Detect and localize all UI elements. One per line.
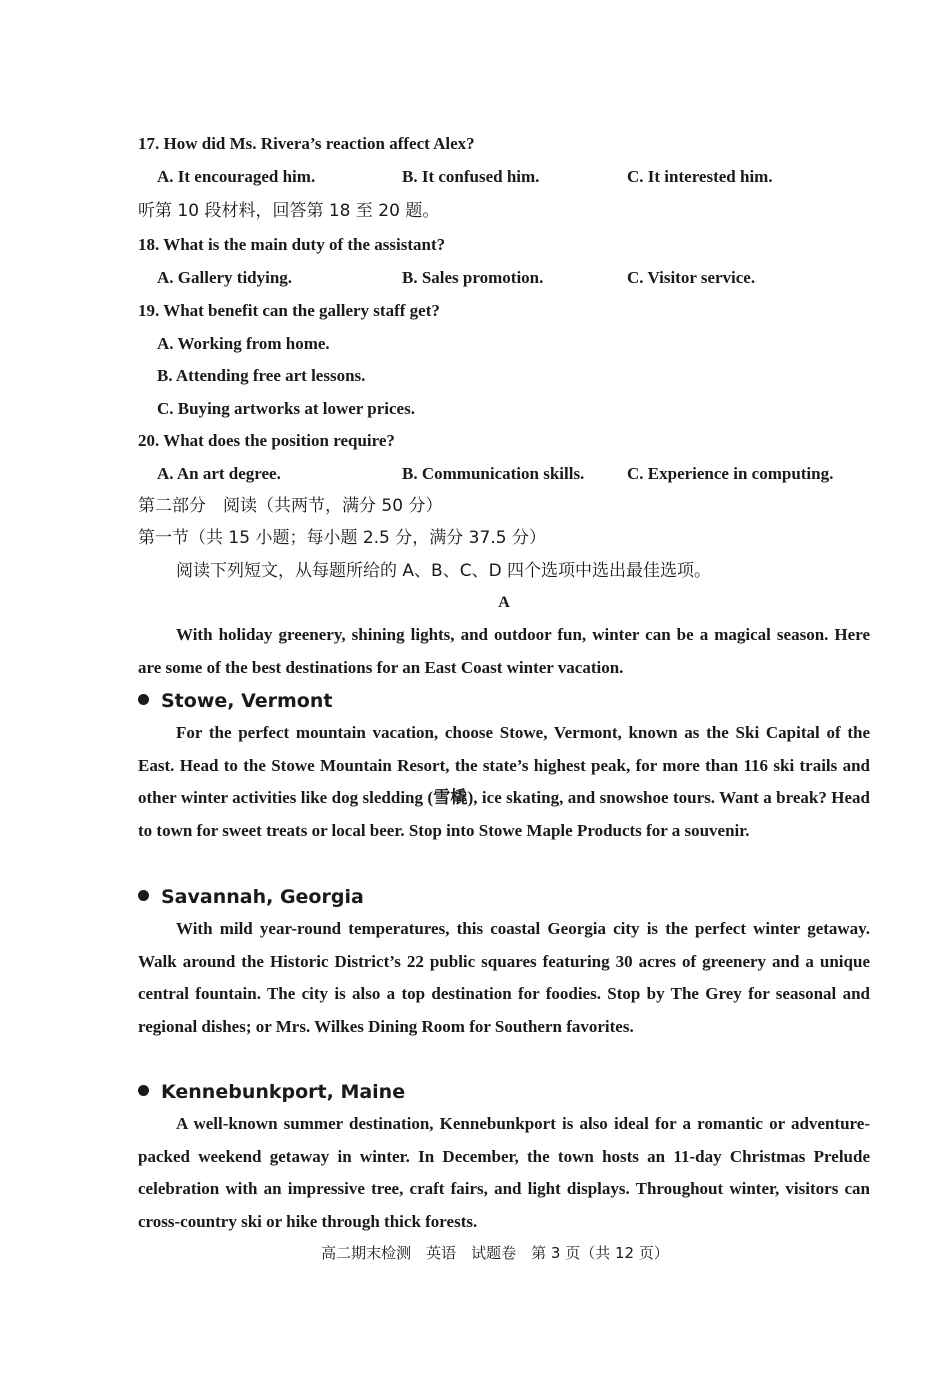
question-19-option-c: C. Buying artworks at lower prices. — [157, 399, 415, 418]
question-20-option-c: C. Experience in computing. — [627, 464, 834, 483]
passage-intro: With holiday greenery, shining lights, and outdoor fun, winter can be a magical season. Here are some of the best destinations for an East Coast winter vacation. — [138, 625, 870, 677]
bullet-icon — [138, 890, 149, 901]
section-heading-stowe-text: Stowe, Vermont — [161, 690, 333, 712]
question-20-option-b: B. Communication skills. — [402, 464, 585, 483]
section-text-kennebunkport: A well-known summer destination, Kennebunkport is also ideal for a romantic or adventure-packed weekend getaway in winter. In December, the town hosts an 11-day Christmas Prelude celebration with an impressive tree, craft fairs, and light displays. Throughout winter, visitors can cross-country ski or hike through thick forests. — [138, 1114, 870, 1231]
reading-instruction: 阅读下列短文，从每题所给的 A、B、C、D 四个选项中选出最佳选项。 — [176, 561, 712, 581]
bullet-icon — [138, 694, 149, 705]
section-heading-savannah-text: Savannah, Georgia — [161, 886, 364, 908]
question-18-stem: 18. What is the main duty of the assistant? — [138, 235, 446, 254]
question-17-stem: 17. How did Ms. Rivera’s reaction affect Alex? — [138, 134, 475, 153]
question-17-option-c: C. It interested him. — [627, 167, 773, 186]
section-text-savannah: With mild year-round temperatures, this coastal Georgia city is the perfect winter getaway. Walk around the Historic District’s 22 public squares featuring 30 acres of greenery and a unique central fountain. The city is also a top destination for foodies. Stop by The Grey for seasonal and regional dishes; or Mrs. Wilkes Dining Room for Southern favorites. — [138, 919, 870, 1036]
question-18-option-b: B. Sales promotion. — [402, 268, 544, 287]
bullet-icon — [138, 1085, 149, 1096]
question-20-option-a: A. An art degree. — [157, 464, 281, 483]
section-heading-kennebunkport-text: Kennebunkport, Maine — [161, 1081, 406, 1103]
part-2-title: 第二部分 阅读（共两节，满分 50 分） — [138, 496, 443, 516]
question-19-option-a: A. Working from home. — [157, 334, 330, 353]
section-text-stowe: For the perfect mountain vacation, choose Stowe, Vermont, known as the Ski Capital of the East. Head to the Stowe Mountain Resort, the state’s highest peak, for more than 116 ski trails and other winter activities like dog sledding (雪橇), ice skating, and snowshoe tours. Want a break? Head to town for sweet treats or local beer. Stop into Stowe Maple Products for a souvenir. — [138, 723, 870, 840]
question-17-option-b: B. It confused him. — [402, 167, 540, 186]
question-17-option-a: A. It encouraged him. — [157, 167, 316, 186]
section-heading-kennebunkport — [138, 1081, 405, 1103]
page-footer: 高二期末检测 英语 试题卷 第 3 页（共 12 页） — [321, 1244, 669, 1262]
section-1-title: 第一节（共 15 小题；每小题 2.5 分，满分 37.5 分） — [138, 528, 546, 548]
section-10-instruction: 听第 10 段材料，回答第 18 至 20 题。 — [138, 201, 440, 221]
question-18-option-a: A. Gallery tidying. — [157, 268, 293, 287]
question-18-option-c: C. Visitor service. — [627, 268, 756, 287]
section-heading-stowe — [138, 690, 332, 712]
passage-label: A — [498, 594, 510, 611]
question-19-option-b: B. Attending free art lessons. — [157, 366, 366, 385]
question-20-stem: 20. What does the position require? — [138, 431, 395, 450]
question-19-stem: 19. What benefit can the gallery staff get? — [138, 301, 440, 320]
section-heading-savannah — [138, 886, 364, 908]
